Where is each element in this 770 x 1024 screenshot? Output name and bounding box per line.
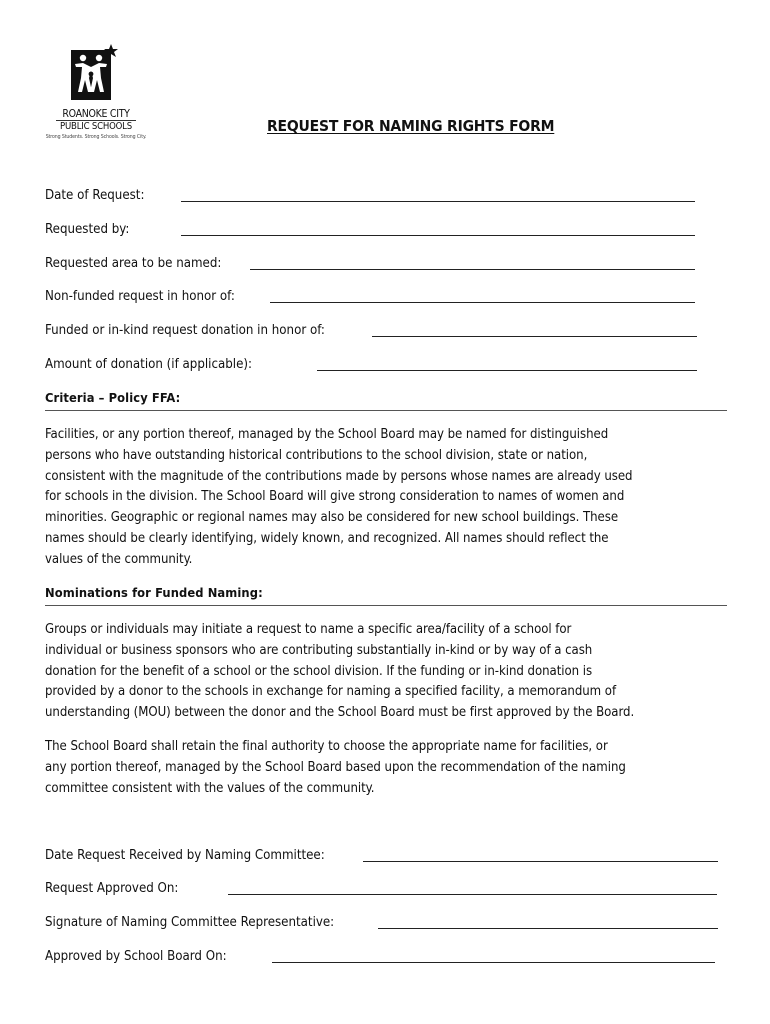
nominations-paragraph-2: The School Board shall retain the final authority to choose the appropriate name for facilities, or any portion thereof, managed by the School Board based upon the recommendation of the naming committee consistent with the values of the community. [45, 739, 626, 796]
date-received-field[interactable] [45, 847, 720, 865]
date-received-line[interactable] [363, 861, 718, 862]
field-label: Requested area to be named: [45, 256, 222, 271]
committee-signature-line[interactable] [378, 928, 718, 929]
nominations-paragraph-1: Groups or individuals may initiate a request to name a specific area/facility of a school for individual or business sponsors who are contributing substantially in-kind or by way of a cash donation for the benefit of a school or the school division. If the funding or in-kind donation is provided by a donor to the schools in exchange for naming a specified facility, a memorandum of understanding (MOU) between the donor and the School Board must be first approved by the Board. [45, 622, 635, 721]
funded-honor-line[interactable] [372, 336, 697, 337]
logo-name-line2: PUBLIC SCHOOLS [60, 121, 132, 132]
criteria-paragraph: Facilities, or any portion thereof, managed by the School Board may be named for distinguished persons who have outstanding historical contributions to the school division, state or nation, consistent with the magnitude of the contributions made by persons whose names are already used for schools in the division. The School Board will give strong consideration to names of women and minorities. Geographic or regional names may also be considered for new school buildings. These names should be clearly identifying, widely known, and recognized. All names should reflect the values of the community. [45, 427, 633, 567]
field-label: Date Request Received by Naming Committee: [45, 848, 325, 863]
logo-tagline: Strong Students. Strong Schools. Strong City. [45, 134, 147, 140]
request-approved-line[interactable] [228, 894, 717, 895]
field-label: Non-funded request in honor of: [45, 289, 235, 304]
request-approved-field[interactable] [45, 880, 720, 898]
requested-by-field[interactable] [45, 221, 697, 239]
nominations-heading: Nominations for Funded Naming: [45, 586, 727, 606]
date-of-request-field[interactable] [45, 187, 697, 205]
requested-area-line[interactable] [250, 269, 695, 270]
field-label: Funded or in-kind request donation in honor of: [45, 323, 325, 338]
field-label: Request Approved On: [45, 881, 179, 896]
field-label: Amount of donation (if applicable): [45, 357, 253, 372]
criteria-heading: Criteria – Policy FFA: [45, 391, 727, 411]
donation-amount-field[interactable] [45, 356, 700, 374]
field-label: Approved by School Board On: [45, 949, 227, 964]
committee-signature-field[interactable] [45, 914, 720, 932]
non-funded-honor-line[interactable] [270, 302, 695, 303]
donation-amount-line[interactable] [317, 370, 697, 371]
board-approved-field[interactable] [45, 948, 720, 966]
form-title: REQUEST FOR NAMING RIGHTS FORM [267, 117, 555, 135]
funded-honor-field[interactable] [45, 322, 700, 340]
field-label: Signature of Naming Committee Representative: [45, 915, 335, 930]
non-funded-honor-field[interactable] [45, 288, 697, 306]
school-logo [44, 44, 148, 144]
school-logo-icon [71, 44, 119, 102]
logo-name-line1: ROANOKE CITY [62, 108, 130, 120]
field-label: Requested by: [45, 222, 130, 237]
requested-area-field[interactable] [45, 255, 697, 273]
date-of-request-line[interactable] [181, 201, 695, 202]
field-label: Date of Request: [45, 188, 145, 203]
board-approved-line[interactable] [272, 962, 715, 963]
requested-by-line[interactable] [181, 235, 695, 236]
